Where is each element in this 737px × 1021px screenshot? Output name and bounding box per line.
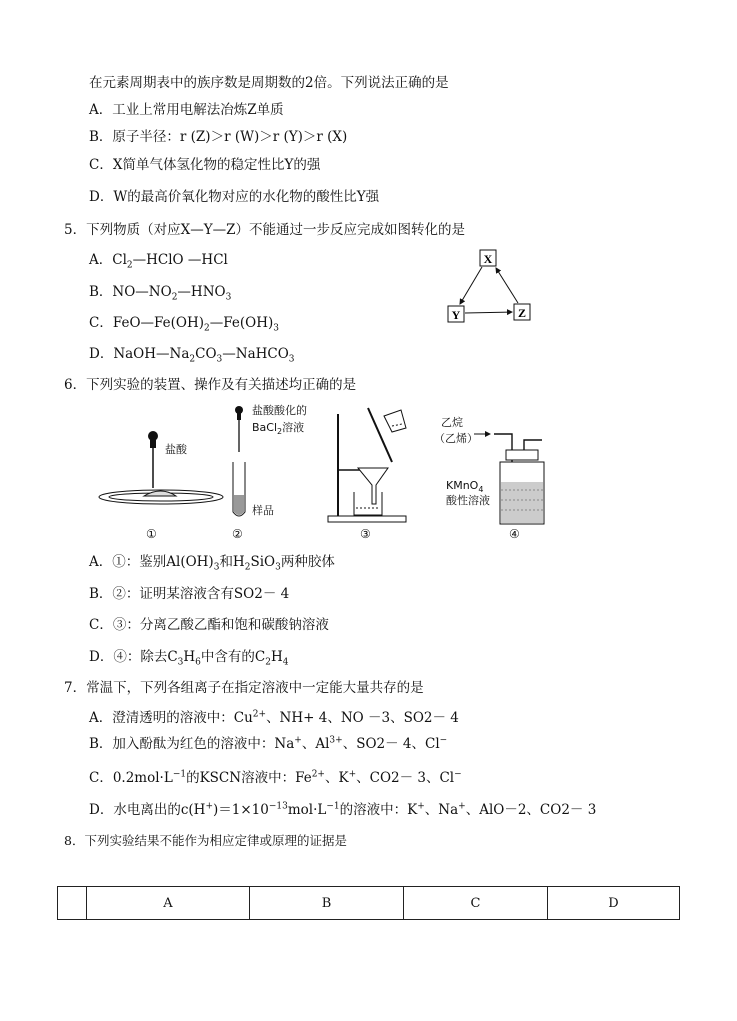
- q6-option-c: C．③：分离乙酸乙酯和饱和碳酸钠溶液: [89, 617, 329, 633]
- xyz-triangle-diagram: [440, 246, 540, 326]
- label-ethene: （乙烯）: [434, 432, 478, 445]
- label-x: X: [483, 252, 493, 266]
- q5-option-b: B．$NO—NO_2—HNO_3$: [89, 284, 232, 303]
- table-header-row: [58, 887, 680, 920]
- label-z: Z: [517, 306, 527, 320]
- q4-option-a: A．工业上常用电解法冶炼Z单质: [89, 102, 284, 118]
- q6-stem: 6．下列实验的装置、操作及有关描述均正确的是: [64, 377, 357, 393]
- label-acidic-solution: 酸性溶液: [446, 494, 490, 507]
- header-cell-d: D: [548, 887, 680, 920]
- header-cell-b: B: [250, 887, 404, 920]
- q6-option-b: B．②：证明某溶液含有SO2－ 4: [89, 586, 290, 602]
- label-ethane: 乙烷: [441, 416, 463, 429]
- header-cell-c: C: [404, 887, 548, 920]
- q4-stem: 在元素周期表中的族序数是周期数的2倍。下列说法正确的是: [89, 75, 449, 91]
- label-bacl-line2: BaCl$_2$溶液: [252, 421, 305, 436]
- q7-option-d: D．水电离出的$c(H^+)=1\times 10^{-13}mol\cdot L^{-1}$的溶液中：K+、Na+、AlO－2、CO2－ 3: [89, 801, 597, 818]
- label-acid: 盐酸: [165, 443, 187, 456]
- header-cell-a: A: [87, 887, 250, 920]
- number-3: ③: [360, 527, 371, 541]
- label-bacl-line1: 盐酸酸化的: [252, 404, 307, 417]
- apparatus-figure: [96, 400, 596, 545]
- q8-stem: 8．下列实验结果不能作为相应定律或原理的证据是: [64, 833, 347, 848]
- apparatus-2: [232, 403, 307, 541]
- apparatus-4: [434, 415, 544, 541]
- q4-option-b: B．原子半径：r (Z)＞r (W)＞r (Y)＞r (X): [89, 129, 348, 145]
- q7-option-b: B．加入酚酞为红色的溶液中：Na+、$Al^{3+}$、SO2－ 4、Cl−: [89, 735, 448, 752]
- number-1: ①: [146, 527, 157, 541]
- q5-stem: 5．下列物质（对应X—Y—Z）不能通过一步反应完成如图转化的是: [64, 222, 465, 238]
- q7-stem: 7．常温下，下列各组离子在指定溶液中一定能大量共存的是: [64, 680, 424, 696]
- q5-option-c: C．$FeO—Fe(OH)_2—Fe(OH)_3$: [89, 315, 279, 334]
- label-sample: 样品: [252, 504, 274, 517]
- q4-option-d: D．W的最高价氧化物对应的水化物的酸性比Y强: [89, 189, 380, 205]
- apparatus-1: [99, 431, 223, 541]
- label-y: Y: [451, 308, 461, 322]
- q6-option-d: D．④：除去$C_3H_6$中含有的$C_2H_4$: [89, 649, 289, 668]
- number-2: ②: [232, 527, 243, 541]
- label-kmno4: KMnO$_4$: [446, 479, 484, 494]
- q7-option-c: C．$0.2mol\cdot L^{-1}$的KSCN溶液中：$Fe^{2+}$、K+、CO2－ 3、Cl−: [89, 769, 462, 786]
- q4-option-c: C．X简单气体氢化物的稳定性比Y的强: [89, 157, 321, 173]
- q8-table: [57, 886, 680, 920]
- apparatus-3: [328, 408, 406, 541]
- q6-option-a: A．①：鉴别$Al(OH)_3$和$H_2SiO_3$两种胶体: [89, 554, 335, 573]
- arrow-z-to-x: [496, 268, 518, 303]
- arrow-x-to-y: [460, 267, 482, 304]
- q5-option-a: A．$Cl_2—HClO$ —HCl: [89, 252, 228, 271]
- arrow-y-to-z: [465, 312, 512, 313]
- q5-option-d: D．$NaOH—Na_2CO_3—NaHCO_3$: [89, 346, 295, 365]
- header-cell-blank: [58, 887, 87, 920]
- q7-option-a: A．澄清透明的溶液中：$Cu^{2+}$、NH+ 4、NO －3、SO2－ 4: [89, 709, 459, 726]
- number-4: ④: [509, 527, 520, 541]
